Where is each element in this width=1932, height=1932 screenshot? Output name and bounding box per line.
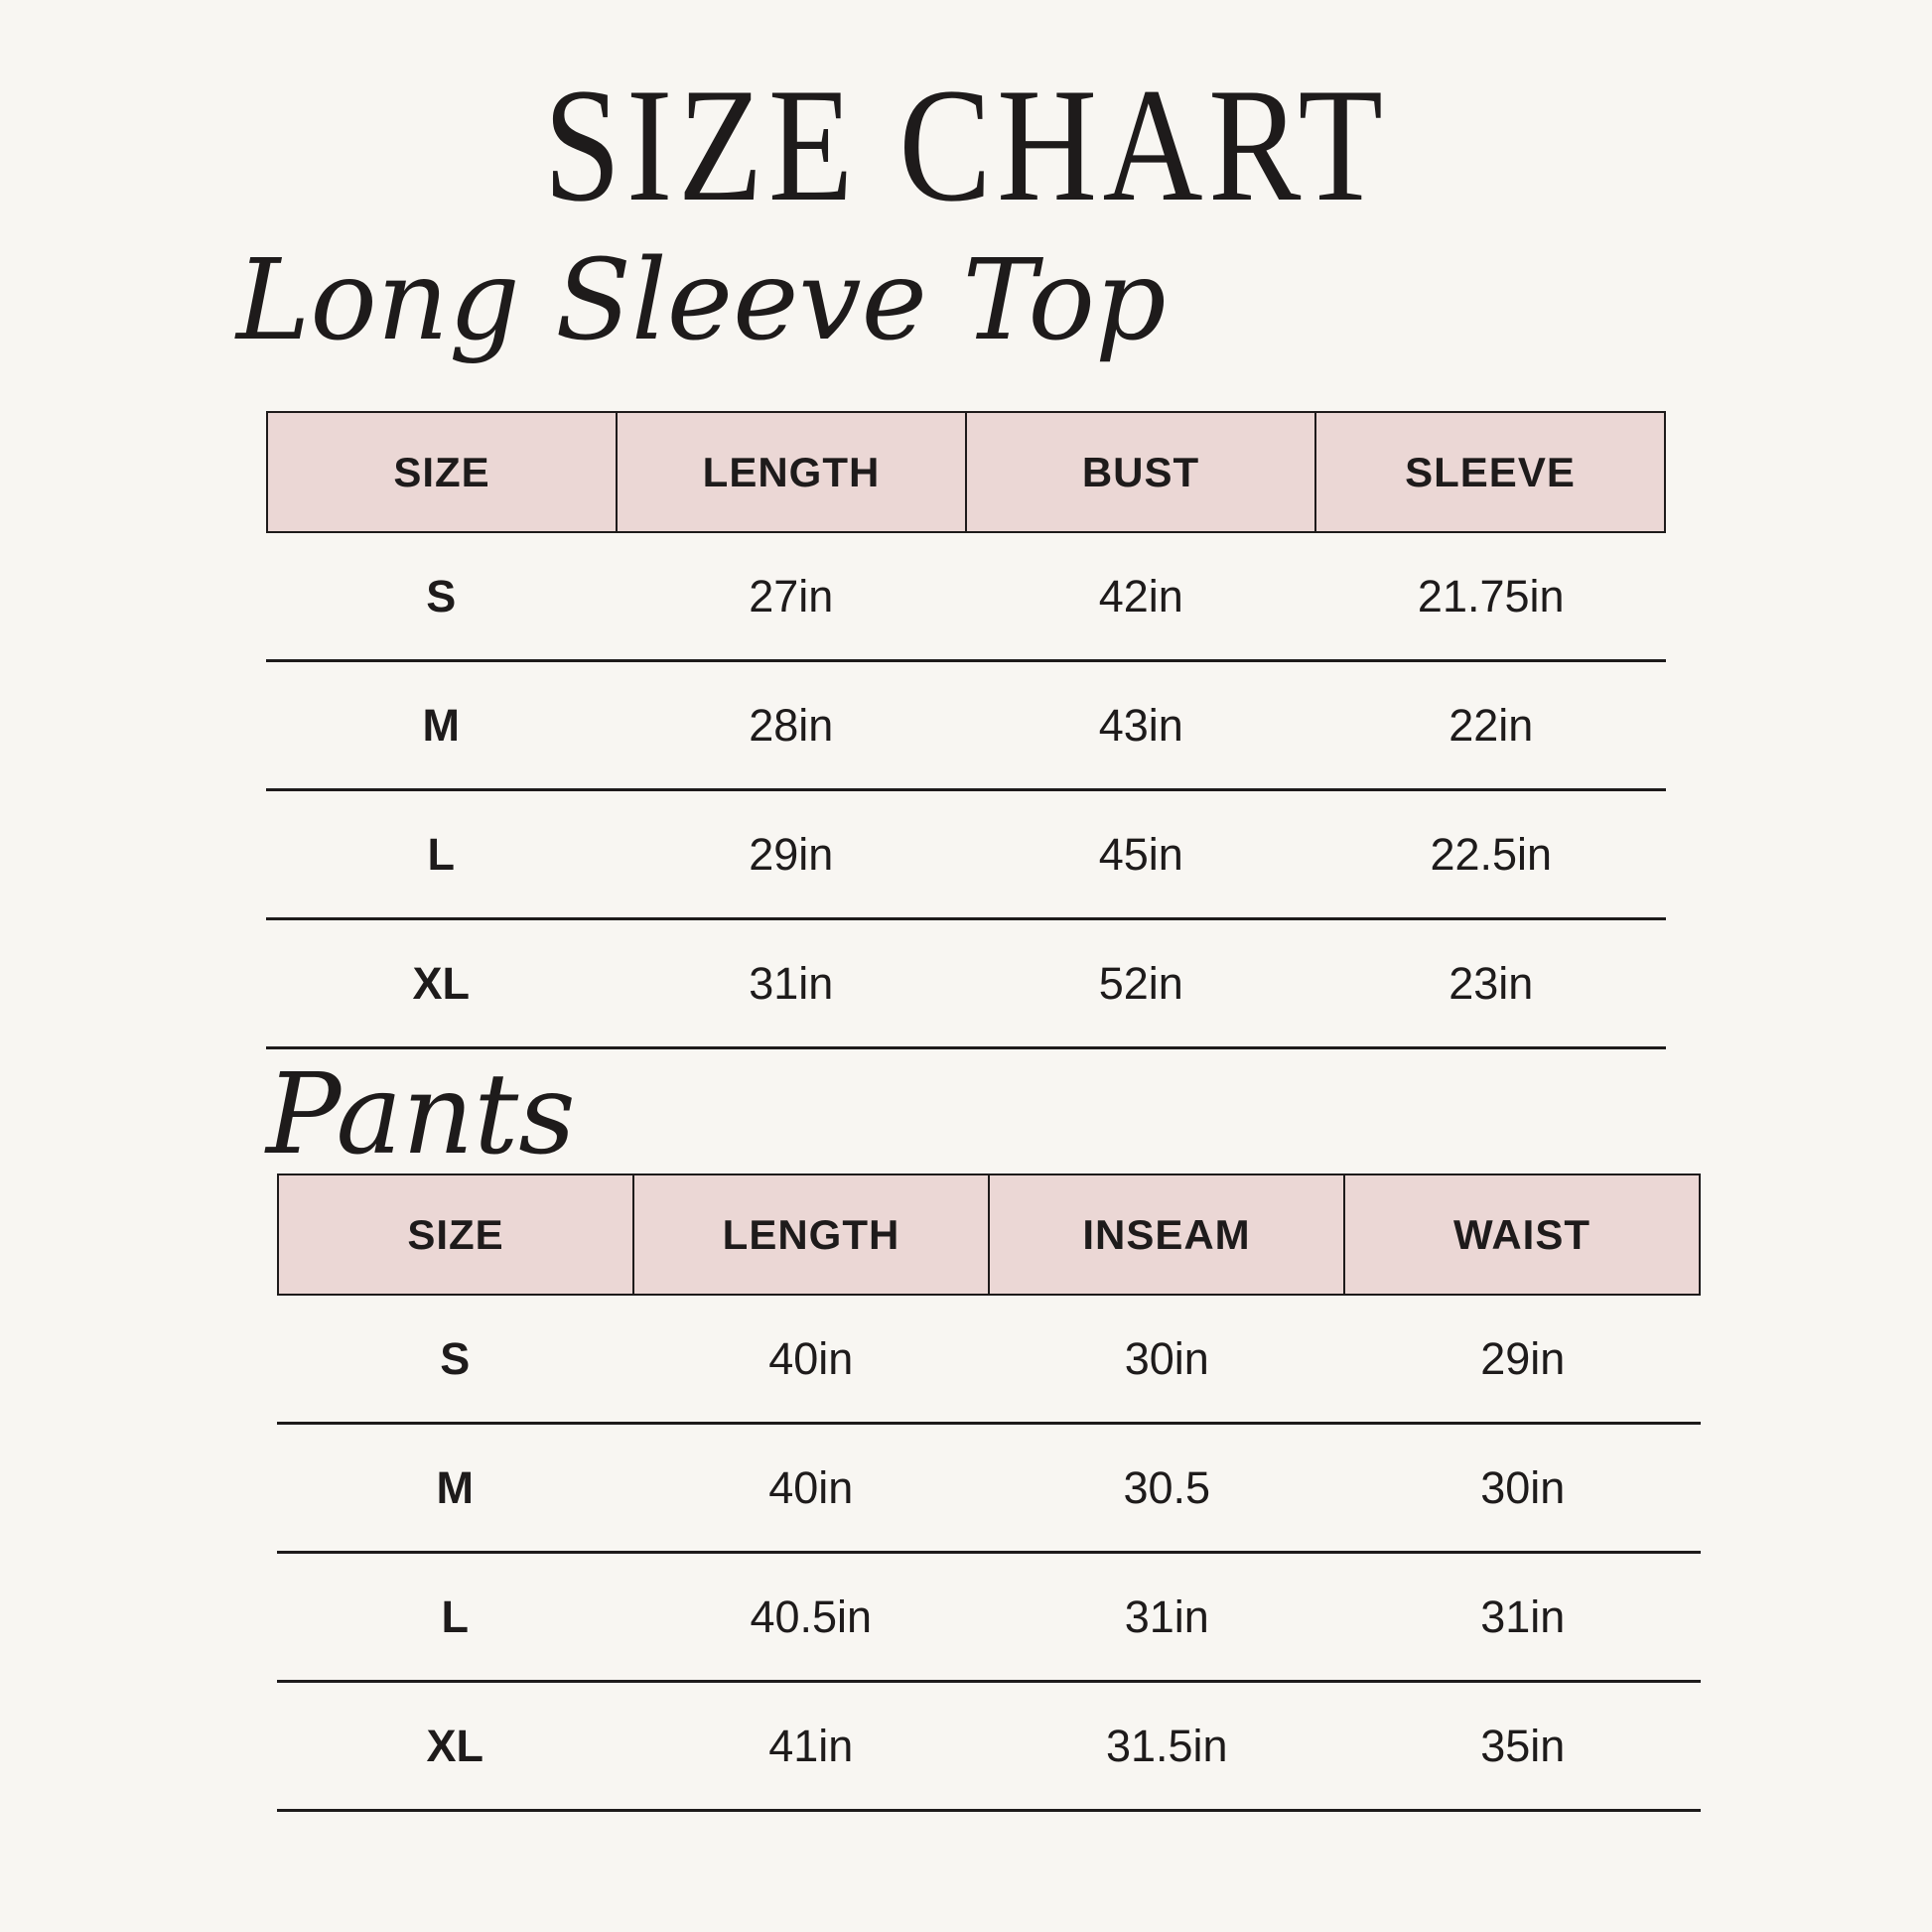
cell-waist: 35in <box>1480 1720 1566 1771</box>
column-header-bust: BUST <box>967 413 1316 531</box>
cell-length: 29in <box>749 828 834 880</box>
pants-table <box>277 1173 1701 1812</box>
column-header-waist: WAIST <box>1453 1210 1590 1258</box>
cell-size: L <box>441 1590 469 1642</box>
cell-size: S <box>426 570 457 621</box>
cell-inseam: 31.5in <box>1105 1720 1228 1771</box>
cell-size: M <box>422 699 460 751</box>
cell-length: 28in <box>749 699 834 751</box>
cell-sleeve: 21.75in <box>1417 570 1565 621</box>
table-row <box>277 1425 1701 1554</box>
column-header-length: LENGTH <box>634 1175 990 1294</box>
column-header-sleeve: SLEEVE <box>1405 448 1576 495</box>
cell-bust: 43in <box>1098 699 1183 751</box>
cell-waist: 29in <box>1480 1332 1566 1384</box>
cell-length: 31in <box>749 957 834 1009</box>
cell-bust: 52in <box>1098 957 1183 1009</box>
cell-bust: 45in <box>1098 828 1183 880</box>
section-heading-long-sleeve-top: Long Sleeve Top <box>236 236 1167 365</box>
page-title: SIZE CHART <box>543 55 1389 235</box>
table-row <box>277 1683 1701 1812</box>
cell-waist: 31in <box>1480 1590 1566 1642</box>
cell-bust: 42in <box>1098 570 1183 621</box>
long-sleeve-top-table <box>266 411 1666 1049</box>
cell-size: L <box>427 828 455 880</box>
table-row <box>277 1296 1701 1425</box>
table-row <box>277 1554 1701 1683</box>
table-header-row <box>277 1173 1701 1296</box>
cell-inseam: 31in <box>1124 1590 1209 1642</box>
table-row <box>266 662 1666 791</box>
cell-length: 40in <box>768 1461 854 1513</box>
cell-size: XL <box>412 957 470 1009</box>
cell-inseam: 30.5 <box>1123 1461 1211 1513</box>
table-row <box>266 920 1666 1049</box>
column-header-size: SIZE <box>268 413 618 531</box>
column-header-inseam: INSEAM <box>990 1175 1345 1294</box>
section-heading-pants: Pants <box>266 1050 576 1179</box>
cell-waist: 30in <box>1480 1461 1566 1513</box>
column-header-length: LENGTH <box>618 413 967 531</box>
table-row <box>266 791 1666 920</box>
cell-size: S <box>440 1332 471 1384</box>
table-header-row <box>266 411 1666 533</box>
cell-length: 40.5in <box>750 1590 873 1642</box>
cell-length: 41in <box>768 1720 854 1771</box>
cell-sleeve: 23in <box>1449 957 1534 1009</box>
cell-sleeve: 22.5in <box>1430 828 1553 880</box>
table-row <box>266 533 1666 662</box>
cell-size: M <box>436 1461 474 1513</box>
cell-length: 40in <box>768 1332 854 1384</box>
cell-size: XL <box>426 1720 483 1771</box>
cell-length: 27in <box>749 570 834 621</box>
cell-sleeve: 22in <box>1449 699 1534 751</box>
column-header-size: SIZE <box>279 1175 634 1294</box>
cell-inseam: 30in <box>1124 1332 1209 1384</box>
